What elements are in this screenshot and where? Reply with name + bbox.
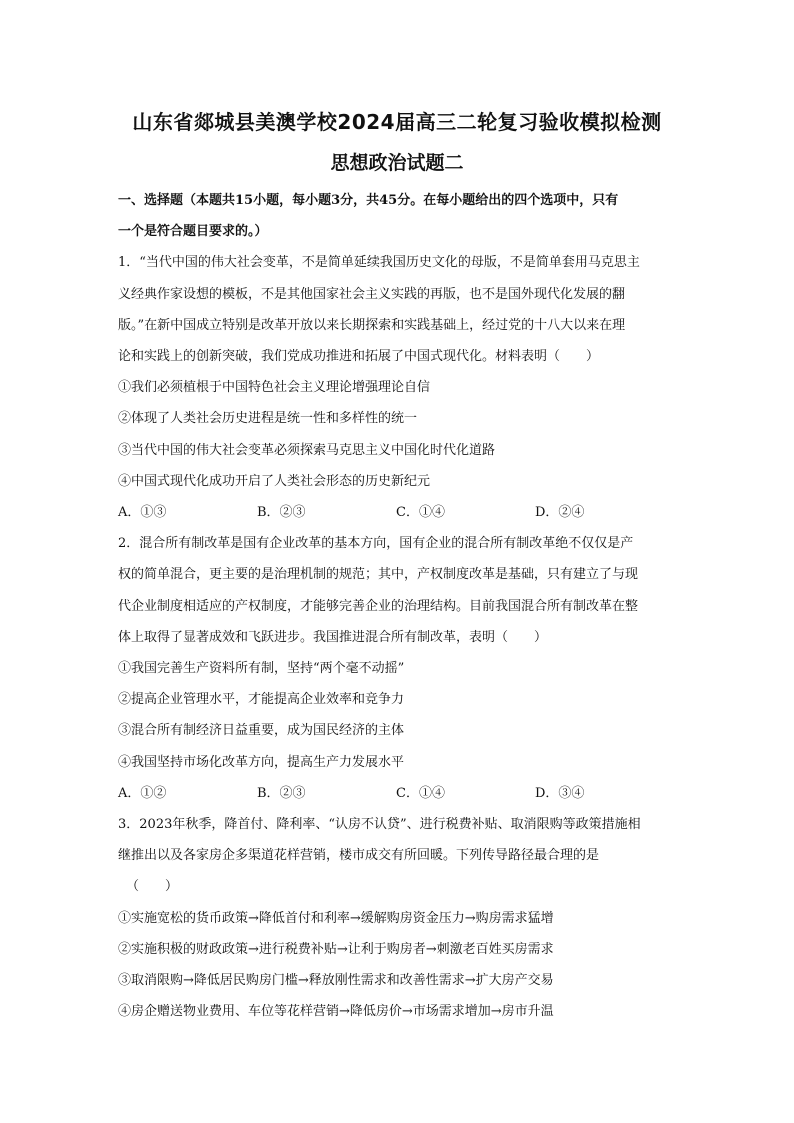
- question-3-stem-line: 继推出以及各家房企多渠道花样营销，楼市成交有所回暖。下列传导路径最合理的是: [118, 848, 600, 864]
- exam-title: 山东省郯城县美澳学校2024届高三二轮复习验收模拟检测: [132, 110, 662, 134]
- choice-a[interactable]: A．①③: [118, 505, 167, 521]
- question-2-stem-line: 2．混合所有制改革是国有企业改革的基本方向，国有企业的混合所有制改革绝不仅仅是产: [118, 536, 634, 552]
- question-1-option: ①我们必须植根于中国特色社会主义理论增强理论自信: [118, 380, 431, 396]
- question-1-stem-line: 义经典作家设想的模板，不是其他国家社会主义实践的再版，也不是国外现代化发展的翻: [118, 286, 626, 302]
- question-2-option: ②提高企业管理水平，才能提高企业效率和竞争力: [118, 692, 405, 708]
- question-1-stem-line: 论和实践上的创新突破，我们党成功推进和拓展了中国式现代化。材料表明（ ）: [118, 349, 600, 365]
- question-1-stem-line: 1．“当代中国的伟大社会变革，不是简单延续我国历史文化的母版，不是简单套用马克思主: [118, 255, 640, 271]
- question-2-stem-line: 代企业制度相适应的产权制度，才能够完善企业的治理结构。目前我国混合所有制改革在整: [118, 598, 639, 614]
- question-2-stem-line: 体上取得了显著成效和飞跃进步。我国推进混合所有制改革，表明（ ）: [118, 629, 548, 645]
- question-1-option: ④中国式现代化成功开启了人类社会形态的历史新纪元: [118, 473, 431, 489]
- choice-b[interactable]: B．②③: [257, 785, 306, 801]
- question-2-choices: [118, 778, 678, 809]
- question-3-option: ③取消限购→降低居民购房门槛→释放刚性需求和改善性需求→扩大房产交易: [118, 973, 554, 989]
- question-2: [118, 528, 678, 809]
- question-2-option: ④我国坚持市场化改革方向，提高生产力发展水平: [118, 754, 405, 770]
- question-1: [118, 247, 678, 528]
- question-2-option: ③混合所有制经济日益重要，成为国民经济的主体: [118, 723, 405, 739]
- choice-d[interactable]: D．②④: [535, 505, 585, 521]
- question-3-stem-line: 3．2023年秋季，降首付、降利率、“认房不认贷”、进行税费补贴、取消限购等政策措施相: [118, 817, 641, 833]
- question-1-choices: [118, 497, 678, 528]
- question-3-option: ④房企赠送物业费用、车位等花样营销→降低房价→市场需求增加→房市升温: [118, 1004, 554, 1020]
- exam-subtitle: 思想政治试题二: [330, 152, 464, 174]
- section-heading-line-2: 一个是符合题目要求的。）: [118, 224, 268, 240]
- question-1-option: ②体现了人类社会历史进程是统一性和多样性的统一: [118, 411, 418, 427]
- question-3-answer-blank: （ ）: [126, 879, 179, 895]
- section-heading-line-1: 一、选择题（本题共15小题，每小题3分，共45分。在每小题给出的四个选项中，只有: [118, 193, 619, 208]
- choice-a[interactable]: A．①②: [118, 785, 167, 801]
- question-2-stem-line: 权的简单混合，更主要的是治理机制的规范；其中，产权制度改革是基础，只有建立了与现: [118, 567, 639, 583]
- question-2-option: ①我国完善生产资料所有制，坚持“两个毫不动摇”: [118, 661, 405, 677]
- question-1-option: ③当代中国的伟大社会变革必须探索马克思主义中国化时代化道路: [118, 442, 496, 458]
- question-3-option: ①实施宽松的货币政策→降低首付和利率→缓解购房资金压力→购房需求猛增: [118, 910, 554, 926]
- exam-content: [118, 185, 678, 1027]
- question-3: [118, 809, 678, 1027]
- choice-b[interactable]: B．②③: [257, 505, 306, 521]
- choice-c[interactable]: C．①④: [396, 785, 445, 801]
- question-1-stem-line: 版。”在新中国成立特别是改革开放以来长期探索和实践基础上，经过党的十八大以来在理: [118, 317, 626, 333]
- question-3-option: ②实施积极的财政政策→进行税费补贴→让利于购房者→刺激老百姓买房需求: [118, 941, 554, 957]
- choice-d[interactable]: D．③④: [535, 785, 585, 801]
- choice-c[interactable]: C．①④: [396, 505, 445, 521]
